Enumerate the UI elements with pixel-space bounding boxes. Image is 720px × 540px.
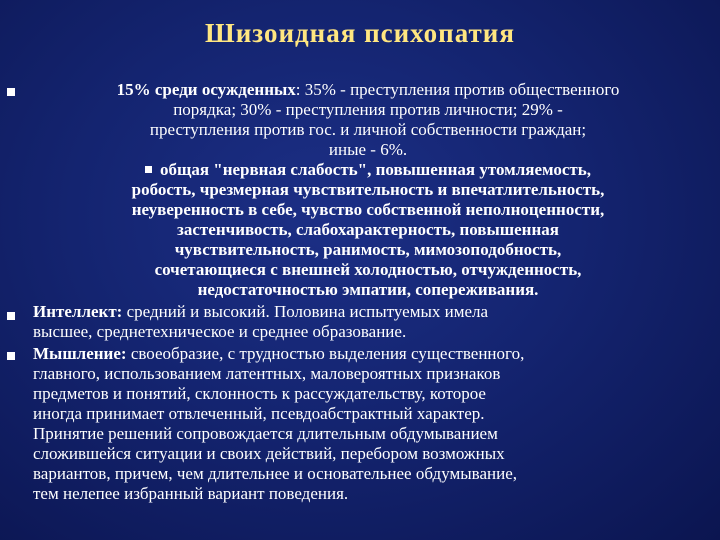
sub-item-text: общая "нервная слабость", повышенная утомляемость, [159,160,592,179]
list-item-intellect [33,302,703,342]
item-lead: Интеллект: [33,302,123,321]
item-text: средний и высокий. Половина испытуемых имела [122,302,489,321]
item-line: преступления против гос. и личной собственности граждан; [149,120,587,139]
item-text: своеобразие, с трудностью выделения существенного, [126,344,525,363]
item-line: предметов и понятий, склонность к рассуждательству, которое [33,384,486,403]
list-item-thinking [33,344,703,504]
bullet-icon [7,312,15,320]
item-text: : 35% - преступления против общественного [295,80,620,99]
item-line: высшее, среднетехническое и среднее образование. [33,322,407,341]
bullet-icon [7,352,15,360]
item-line [33,344,703,364]
item-line: вариантов, причем, чем длительнее и основательнее обдумывание, [33,464,517,483]
item-line: иногда принимает отвлеченный, псевдоабстрактный характер. [33,404,485,423]
list-item-prison-stats [33,80,703,300]
slide-title: Шизоидная психопатия [205,18,515,48]
sub-item-line: робость, чрезмерная чувствительность и впечатлительность, [131,180,605,199]
item-lead: Мышление: [33,344,127,363]
sub-item-line [33,160,703,180]
item-line: Принятие решений сопровождается длительным обдумыванием [33,424,498,443]
item-line [33,80,703,100]
bullet-icon [7,88,15,96]
sub-item-line: застенчивость, слабохарактерность, повышенная [177,220,559,239]
item-line: порядка; 30% - преступления против личности; 29% - [173,100,563,119]
item-line: главного, использованием латентных, маловероятных признаков [33,364,501,383]
sub-item-line: сочетающиеся с внешней холодностью, отчужденность, [154,260,582,279]
item-line [33,302,703,322]
sub-bullet-icon [145,166,152,173]
sub-item-line: недостаточностью эмпатии, сопереживания. [197,280,539,299]
item-line: сложившейся ситуации и своих действий, перебором возможных [33,444,505,463]
item-lead: 15% среди осужденных [116,80,296,99]
item-line: тем нелепее избранный вариант поведения. [33,484,349,503]
item-line: иные - 6%. [328,140,408,159]
sub-item-line: чувствительность, ранимость, мимозоподобность, [174,240,562,259]
sub-item-line: неуверенность в себе, чувство собственной неполноценности, [131,200,605,219]
